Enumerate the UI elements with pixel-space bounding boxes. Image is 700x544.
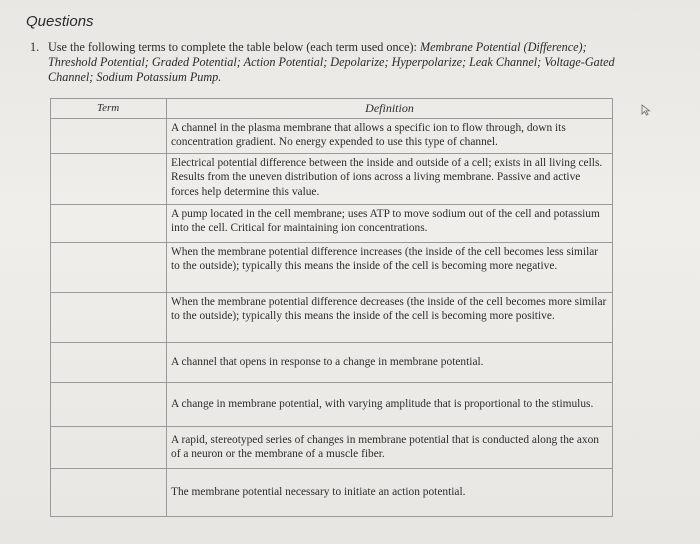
- table-row: [51, 426, 613, 468]
- term-column-header: Term: [51, 99, 167, 119]
- term-cell[interactable]: [51, 468, 167, 516]
- term-cell[interactable]: [51, 118, 167, 153]
- term-cell[interactable]: [51, 204, 167, 242]
- table-row: [51, 468, 613, 516]
- definition-column-header: Definition: [167, 99, 613, 119]
- table-row: [51, 242, 613, 292]
- mouse-cursor-icon: [641, 104, 651, 116]
- table-row: [51, 204, 613, 242]
- term-cell[interactable]: [51, 242, 167, 292]
- definition-cell: A rapid, stereotyped series of changes in membrane potential that is conducted along the axon of a neuron or the membrane of a muscle fiber.: [167, 426, 613, 468]
- definition-cell: When the membrane potential difference increases (the inside of the cell becomes less similar to the outside); typically this means the inside of the cell is becoming more negative.: [167, 242, 613, 292]
- question-intro: Use the following terms to complete the table below (each term used once):: [48, 40, 420, 54]
- term-cell[interactable]: [51, 292, 167, 342]
- table-row: [51, 118, 613, 153]
- definition-cell: When the membrane potential difference decreases (the inside of the cell becomes more similar to the outside); typically this means the inside of the cell is becoming more positive.: [167, 292, 613, 342]
- definition-cell: Electrical potential difference between the inside and outside of a cell; exists in all living cells. Results from the uneven distribution of ions across a living membrane. Passive and active forces help determine this value.: [167, 153, 613, 204]
- table-row: [51, 342, 613, 382]
- term-cell[interactable]: [51, 153, 167, 204]
- table-row: [51, 153, 613, 204]
- question-1: [30, 40, 615, 85]
- table-row: [51, 382, 613, 426]
- terms-definitions-table: [50, 98, 613, 517]
- question-number: 1.: [30, 40, 40, 54]
- definition-cell: The membrane potential necessary to initiate an action potential.: [167, 468, 613, 516]
- definition-cell: A pump located in the cell membrane; uses ATP to move sodium out of the cell and potassium into the cell. Critical for maintaining ion concentrations.: [167, 204, 613, 242]
- term-cell[interactable]: [51, 342, 167, 382]
- term-cell[interactable]: [51, 382, 167, 426]
- table-row: [51, 292, 613, 342]
- term-cell[interactable]: [51, 426, 167, 468]
- definition-cell: A channel in the plasma membrane that allows a specific ion to flow through, down its concentration gradient. No energy expended to use this type of channel.: [167, 118, 613, 153]
- definition-cell: A channel that opens in response to a change in membrane potential.: [167, 342, 613, 382]
- table-header-row: [51, 99, 613, 119]
- section-heading: Questions: [26, 13, 94, 30]
- question-text: [48, 40, 615, 85]
- definition-cell: A change in membrane potential, with varying amplitude that is proportional to the stimulus.: [167, 382, 613, 426]
- term-list: Membrane Potential (Difference); Threshold Potential; Graded Potential; Action Potential; Depolarize; Hyperpolarize; Leak Channel; Voltage-Gated Channel; Sodium Potassium Pump.: [48, 40, 615, 84]
